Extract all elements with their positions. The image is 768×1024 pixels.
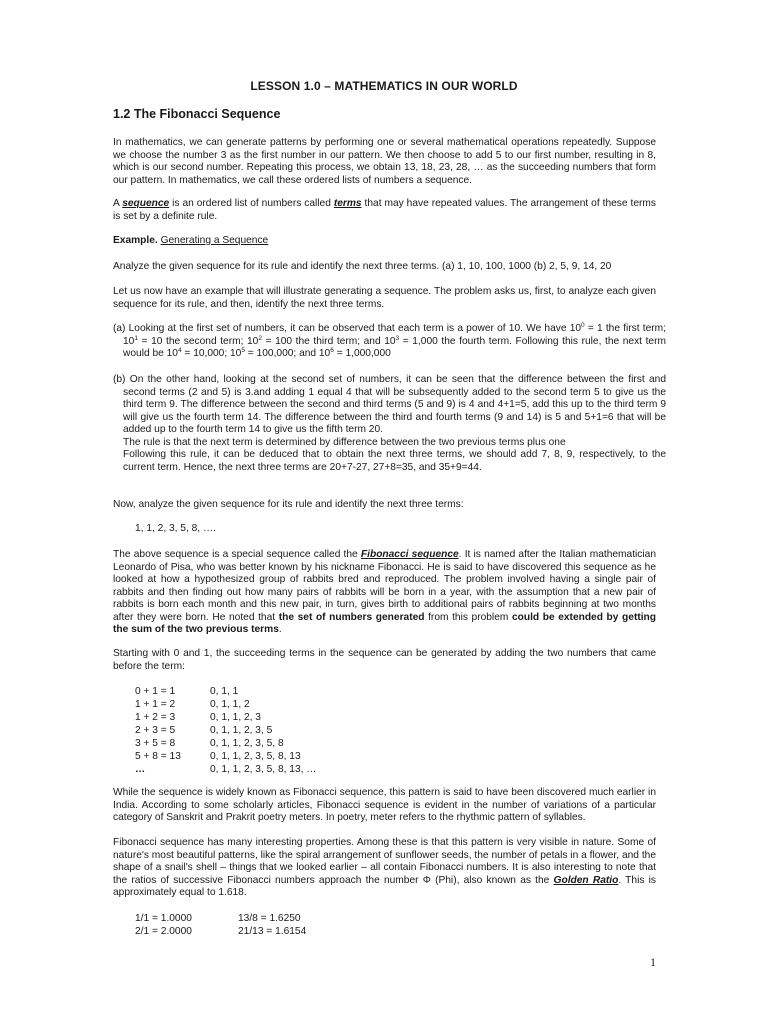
table-row: 1 + 2 = 3 — [135, 712, 176, 723]
lesson-title: LESSON 1.0 – MATHEMATICS IN OUR WORLD — [250, 79, 518, 93]
table-row: 2/1 = 2.0000 — [135, 926, 192, 937]
table-row: … — [135, 764, 146, 775]
table-row: 0, 1, 1, 2 — [210, 699, 250, 710]
intro-paragraph: In mathematics, we can generate patterns by performing one or several mathematical operations repeatedly. Suppose we choose the number 3 as the first number in our pattern. We then choose to add 5 to our first number, resulting in 8, which is our second number. Repeating this process, we obtain 13, 18, 23, 28, … as the succeeding numbers that form our pattern. In mathematics, we call these ordered lists of numbers a sequence. — [113, 137, 656, 186]
example-problem: Analyze the given sequence for its rule and identify the next three terms. (a) 1, 10, 100, 1000 (b) 2, 5, 9, 14, 20 — [113, 261, 612, 272]
table-row: 0, 1, 1, 2, 3, 5, 8, 13, … — [210, 764, 317, 775]
page-number: 1 — [650, 955, 656, 969]
term-fibonacci-sequence: Fibonacci sequence — [360, 549, 459, 560]
term-sequence: sequence — [122, 198, 170, 209]
term-golden-ratio: Golden Ratio — [553, 874, 619, 886]
table-row: 5 + 8 = 13 — [135, 751, 181, 762]
table-row: 0, 1, 1, 2, 3, 5, 8, 13 — [210, 751, 301, 762]
table-row: 1/1 = 1.0000 — [135, 913, 192, 924]
part-a-paragraph: (a) Looking at the first set of numbers, it can be observed that each term is a power of 10. We have $10^0 = 1$ the first term; $10^1 = 10$ the second term; $10^2 = 100$ the third term; and $10^3 = 1,000$ the fourth term. Following this rule, the next term would be $10^4 = 10,000$; $10^5 = 100,000$; and $10^6 = 1,000,000$ — [113, 322, 666, 359]
section-heading: 1.2 The Fibonacci Sequence — [113, 107, 281, 121]
table-row: 21/13 = 1.6154 — [238, 926, 307, 937]
fibonacci-history-paragraph: The above sequence is a special sequence called the Fibonacci sequence. It is named after the Italian mathematician Leonardo of Pisa, who was better known by his nickname Fibonacci. He is said to have discovered this sequence as he looked at how a hypothesized group of rabbits bred and reproduced. The problem involved having a single pair of rabbits and then finding out how many pairs of rabbits will be born in a year, with the assumption that a new pair of rabbits is born each month and this new pair, in turn, gives birth to additional pairs of rabbits beginning at two months after they were born. He noted that the set of numbers generated from this problem could be extended by getting the sum of the two previous terms. — [113, 549, 657, 635]
table-row: 3 + 5 = 8 — [135, 738, 176, 749]
fibonacci-prompt: Now, analyze the given sequence for its rule and identify the next three terms: — [113, 499, 464, 510]
fibonacci-sequence-display: 1, 1, 2, 3, 5, 8, …. — [135, 523, 216, 534]
india-origin-paragraph: While the sequence is widely known as Fibonacci sequence, this pattern is said to have been discovered much earlier in India. According to some scholarly articles, Fibonacci sequence is evident in the number of variations of a particular category of Sanskrit and Prakrit poetry meters. In poetry, meter refers to the rhythmic pattern of syllables. — [113, 787, 656, 823]
golden-ratio-paragraph: Fibonacci sequence has many interesting properties. Among these is that this pattern is very visible in nature. Some of nature's most beautiful patterns, like the spiral arrangement of sunflower seeds, the number of petals in a flower, and the shape of a snail's shell – things that we looked earlier – all contain Fibonacci numbers. It is also interesting to note that the ratios of successive Fibonacci numbers approach the number Φ (Phi), also known as the Golden Ratio. This is approximately equal to 1.618. — [113, 837, 657, 898]
example-intro-paragraph: Let us now have an example that will illustrate generating a sequence. The problem asks us, first, to analyze each given sequence for its rule, and then, identify the next three terms. — [113, 286, 656, 310]
generation-intro: Starting with 0 and 1, the succeeding terms in the sequence can be generated by adding the two numbers that came before the term: — [113, 648, 656, 672]
table-row: 0, 1, 1 — [210, 686, 239, 697]
table-row: 13/8 = 1.6250 — [238, 913, 301, 924]
table-row: 1 + 1 = 2 — [135, 699, 176, 710]
sequence-definition-paragraph: A sequence is an ordered list of numbers called terms that may have repeated values. The arrangement of these terms is set by a definite rule. — [113, 198, 656, 222]
example-label: Example. — [113, 235, 158, 246]
table-row: 0, 1, 1, 2, 3, 5, 8 — [210, 738, 284, 749]
table-row: 2 + 3 = 5 — [135, 725, 176, 736]
table-row: 0, 1, 1, 2, 3 — [210, 712, 261, 723]
term-terms: terms — [333, 198, 362, 209]
example-heading — [113, 235, 656, 248]
example-title: Generating a Sequence — [160, 235, 269, 246]
table-row: 0 + 1 = 1 — [135, 686, 176, 697]
table-row: 0, 1, 1, 2, 3, 5 — [210, 725, 273, 736]
part-b-paragraph: (b) On the other hand, looking at the second set of numbers, it can be seen that the difference between the first and second terms (2 and 5) is 3.and adding 1 equal 4 that will be subsequently added to the second term 5 to give us the third term 9. The difference between the second and third terms (5 and 9) is 4 and 4+1=5, add this up to the third term 9 will give us the fourth term 14. The difference between the third and fourth terms (9 and 14) is 5 and 5+1=6 that will be added up to the fourth term 14 to give us the fifth term 20. The rule is that the next term is determined by difference between the two previous terms plus one Following this rule, it can be deduced that to obtain the next three terms, we should add 7, 8, 9, respectively, to the current term. Hence, the next three terms are 20+7-27, 27+8=35, and 35+9=44. — [113, 374, 666, 473]
